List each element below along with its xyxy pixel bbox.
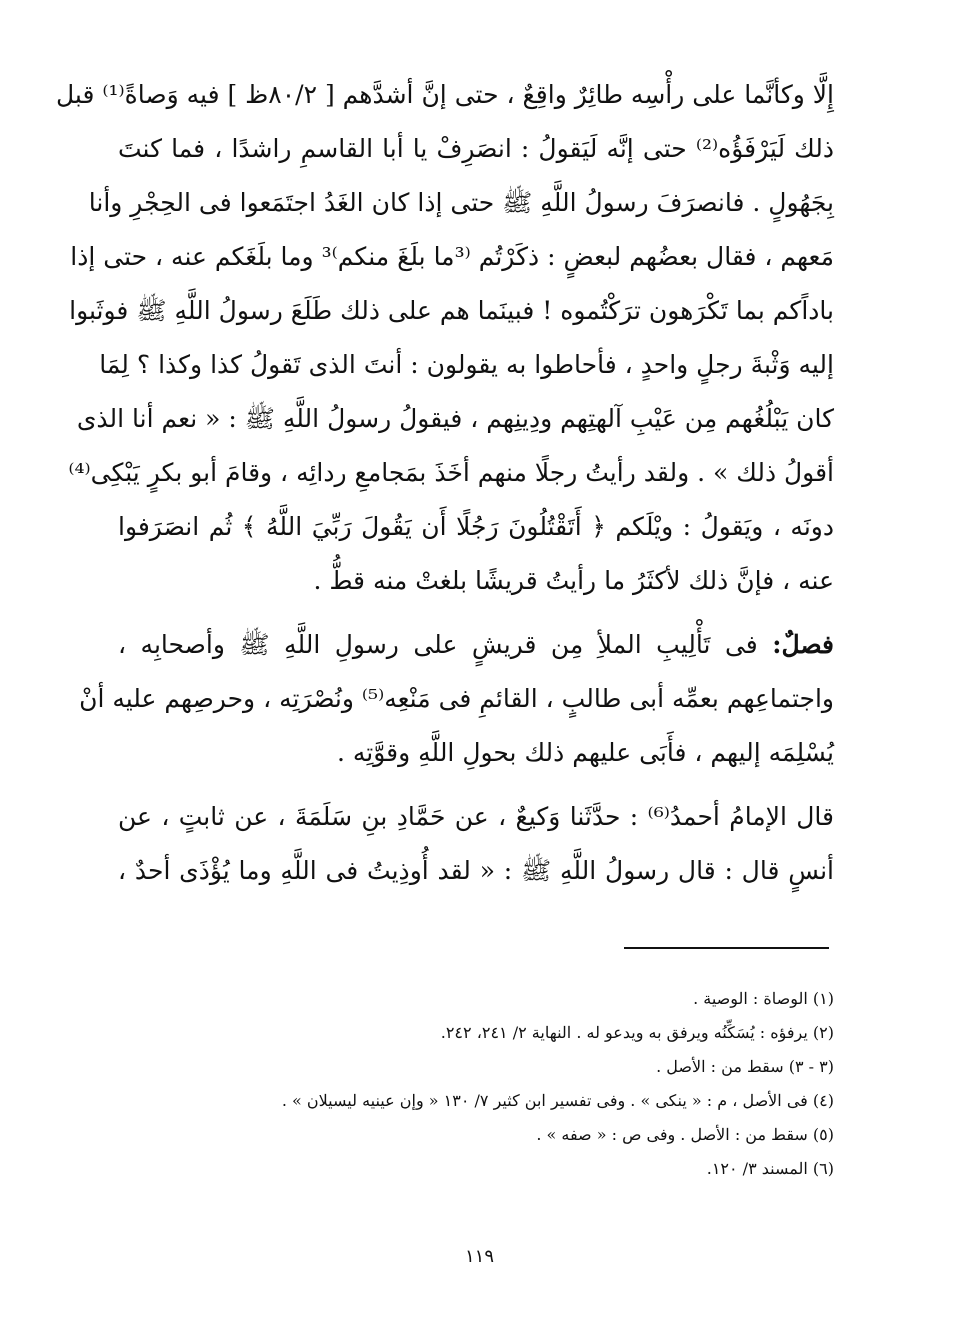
footnote: (٦) المسند ٣/ ١٢٠. [706, 1159, 834, 1178]
text-line: باداًكم بما تَكْرَهون ترَكْتُموه ! فبينَما هم على ذلك طَلَعَ رسولُ اللَّهِ ﷺ فوثَبوا [69, 296, 834, 325]
paragraph-gap [118, 608, 834, 618]
text-line: أنسٍ قال : قال رسولُ اللَّهِ ﷺ : « لقد أُوذِيتُ فى اللَّهِ وما يُؤْذَى أحدٌ ، [118, 856, 834, 885]
footnote: (١) الوصاة : الوصية . [693, 989, 834, 1008]
footnote: (٢) يرفؤه : يُسَكِّنُه ويرفق به ويدعو له . النهاية ٢/ ٢٤١، ٢٤٢. [440, 1023, 834, 1042]
text-line: ذلك لَيَرْفَؤُه⁽²⁾ حتى إنَّه لَيَقولُ : انصَرِفْ يا أبا القاسمِ راشدًا ، فما كنتَ [118, 134, 834, 163]
footnote: (٣ - ٣) سقط من : الأصل . [656, 1057, 834, 1076]
text-line: قال الإمامُ أحمدُ⁽⁶⁾ : حدَّثَنا وَكيعٌ ، عن حَمَّادِ بنِ سَلَمَةَ ، عن ثابتٍ ، عن [118, 802, 835, 831]
text-line: بِجَهُولٍ . فانصرَفَ رسولُ اللَّهِ ﷺ حتى إذا كان الغَدُ اجتَمَعوا فى الحِجْرِ وأنا [88, 188, 834, 217]
section-heading: فصلٌ: [772, 630, 835, 659]
text-line: مَعهم ، فقال بعضُهم لبعضٍ : ذكَرْتُم ⁽³ما بلَغَ منكم⁾³ وما بلَغَكم عنه ، حتى إذا [70, 242, 834, 271]
text-line: عنه ، فإنَّ ذلك لأكثَرُ ما رأيتُ قريشًا بلغتْ منه قطُّ . [313, 566, 834, 595]
text-line: إليه وَثْبةَ رجلٍ واحدٍ ، فأحاطوا به يقولون : أنتَ الذى تَقولُ كذا وكذا ؟ لِمَا [99, 350, 834, 379]
text-line: دونَه ، ويَقولُ : ويْلَكم ﴿ أَتَقْتُلُونَ رَجُلًا أَن يَقُولَ رَبِّيَ اللَّهُ ﴾ ثُم انصَرَفوا [118, 512, 834, 541]
text-line: كان يَبْلُغُهم مِن عَيْبِ آلهتِهم ودِينِهم ، فيقولُ رسولُ اللَّهِ ﷺ : « نعم أنا الذى [76, 404, 834, 433]
section-heading-rest: فى تَأْلِيبِ الملأِ مِن قريشٍ على رسولِ اللَّهِ ﷺ وأصحابِه ، [118, 630, 773, 659]
paragraph-gap [118, 780, 834, 790]
section-heading-line [118, 618, 834, 672]
footnotes [150, 982, 834, 1186]
text-line: يُسْلِمَه إليهم ، فأَبَى عليهم ذلك بحولِ اللَّهِ وقوَّتِه . [337, 738, 834, 767]
text-line: واجتماعِهم بعمِّه أبى طالبٍ ، القائمِ فى مَنْعِه⁽⁵⁾ ونُصْرَتِه ، وحرصِهم عليه أنْ [79, 684, 834, 713]
text-line: إِلَّا وكأنَّما على رأْسِه طائِرٌ واقِعٌ ، حتى إنَّ أشدَّهم [ ٨٠/٢ظ ] فيه وَصاةً⁽¹⁾ قبل [55, 80, 834, 109]
text-line: أقولُ ذلك » . ولقد رأيتُ رجلًا منهم أخَذَ بمَجامعِ ردائِه ، وقامَ أبو بكرٍ يَبْكِى⁽⁴⁾ [68, 458, 834, 487]
page-number: ١١٩ [464, 1246, 494, 1267]
footnote-divider [624, 947, 829, 949]
footnote: (٥) سقط من : الأصل . وفى ص : « صفه » . [536, 1125, 834, 1144]
main-text [55, 68, 835, 898]
footnote: (٤) فى الأصل ، م : « ينكى » . وفى تفسير ابن كثير ٧/ ١٣٠ « وإن عينيه ليسيلان » . [281, 1091, 834, 1110]
